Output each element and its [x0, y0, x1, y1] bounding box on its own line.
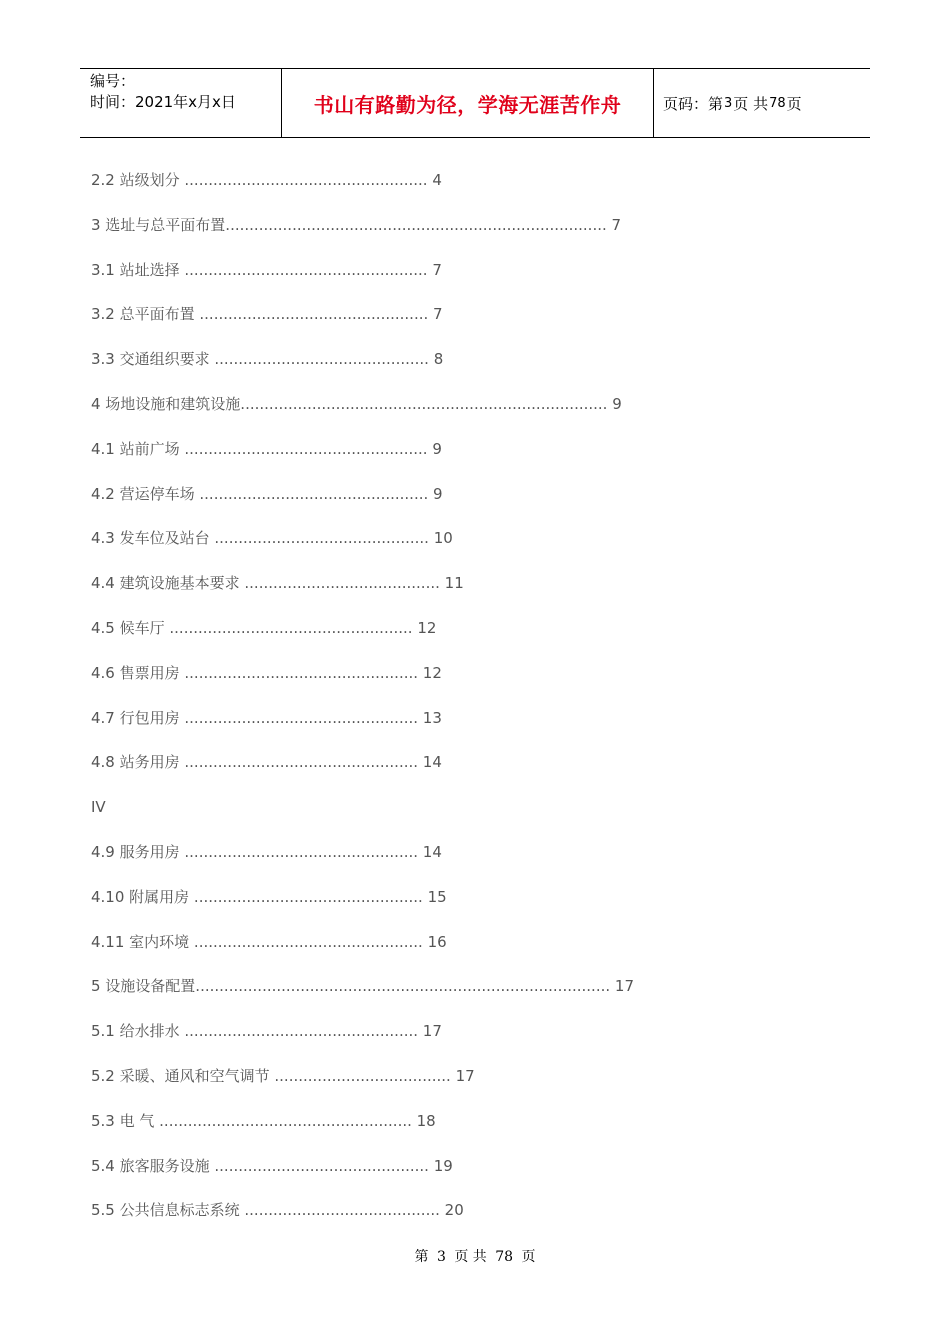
header-page-mid: 页 共 — [733, 94, 769, 113]
table-of-contents — [91, 168, 791, 1243]
toc-entry[interactable]: 5.4 旅客服务设施 ............................................. 19 — [91, 1156, 453, 1175]
toc-entry[interactable]: 5.3 电 气 ..................................................... 18 — [91, 1111, 436, 1130]
toc-entry[interactable]: 3.2 总平面布置 ................................................ 7 — [91, 305, 443, 324]
toc-entry[interactable]: 4 场地设施和建筑设施............................................................................. 9 — [91, 394, 622, 413]
document-time-label: 时间：2021年x月x日 — [90, 93, 236, 111]
document-number-label: 编号： — [90, 72, 136, 90]
toc-entry[interactable]: 4.8 站务用房 ................................................. 14 — [91, 753, 442, 772]
header-page-current: 3 — [724, 95, 733, 111]
footer-page-total: 78 — [495, 1249, 514, 1265]
toc-entry[interactable]: 3 选址与总平面布置................................................................................ 7 — [91, 215, 622, 234]
toc-entry[interactable]: 3.1 站址选择 ................................................... 7 — [91, 260, 442, 279]
section-marker: IV — [91, 798, 106, 817]
toc-entry[interactable]: 4.6 售票用房 ................................................. 12 — [91, 663, 442, 682]
header-meta — [80, 69, 281, 137]
page-footer — [0, 1246, 950, 1266]
toc-entry[interactable]: 5 设施设备配置....................................................................................... 17 — [91, 977, 634, 996]
toc-entry[interactable]: 4.7 行包用房 ................................................. 13 — [91, 708, 442, 727]
footer-prefix: 第 — [414, 1249, 429, 1265]
toc-entry[interactable]: 5.5 公共信息标志系统 ......................................... 20 — [91, 1201, 464, 1220]
header-page-prefix: 页码：第 — [663, 94, 724, 113]
toc-entry[interactable]: 4.3 发车位及站台 ............................................. 10 — [91, 529, 453, 548]
header-page-suffix: 页 — [786, 94, 802, 113]
toc-entry[interactable]: 4.4 建筑设施基本要求 ......................................... 11 — [91, 574, 464, 593]
page-header — [80, 68, 870, 138]
header-page-indicator — [654, 69, 870, 137]
toc-entry[interactable]: 3.3 交通组织要求 ............................................. 8 — [91, 350, 444, 369]
footer-mid: 页 共 — [454, 1249, 487, 1265]
header-page-total: 78 — [769, 95, 786, 111]
toc-entry[interactable]: 4.9 服务用房 ................................................. 14 — [91, 842, 442, 861]
toc-entry[interactable]: 4.5 候车厅 ................................................... 12 — [91, 618, 437, 637]
toc-entry[interactable]: 2.2 站级划分 ................................................... 4 — [91, 171, 442, 189]
toc-entry[interactable]: 5.1 给水排水 ................................................. 17 — [91, 1022, 442, 1041]
toc-entry[interactable]: 4.1 站前广场 ................................................... 9 — [91, 439, 442, 458]
header-motto: 书山有路勤为径，学海无涯苦作舟 — [281, 69, 654, 137]
toc-entry[interactable]: 4.2 营运停车场 ................................................ 9 — [91, 484, 443, 503]
footer-suffix: 页 — [521, 1249, 536, 1265]
footer-page-current: 3 — [436, 1249, 446, 1265]
toc-entry[interactable]: 4.11 室内环境 ................................................ 16 — [91, 932, 447, 951]
toc-entry[interactable]: 4.10 附属用房 ................................................ 15 — [91, 887, 447, 906]
toc-entry[interactable]: 5.2 采暖、通风和空气调节 ..................................... 17 — [91, 1066, 475, 1085]
